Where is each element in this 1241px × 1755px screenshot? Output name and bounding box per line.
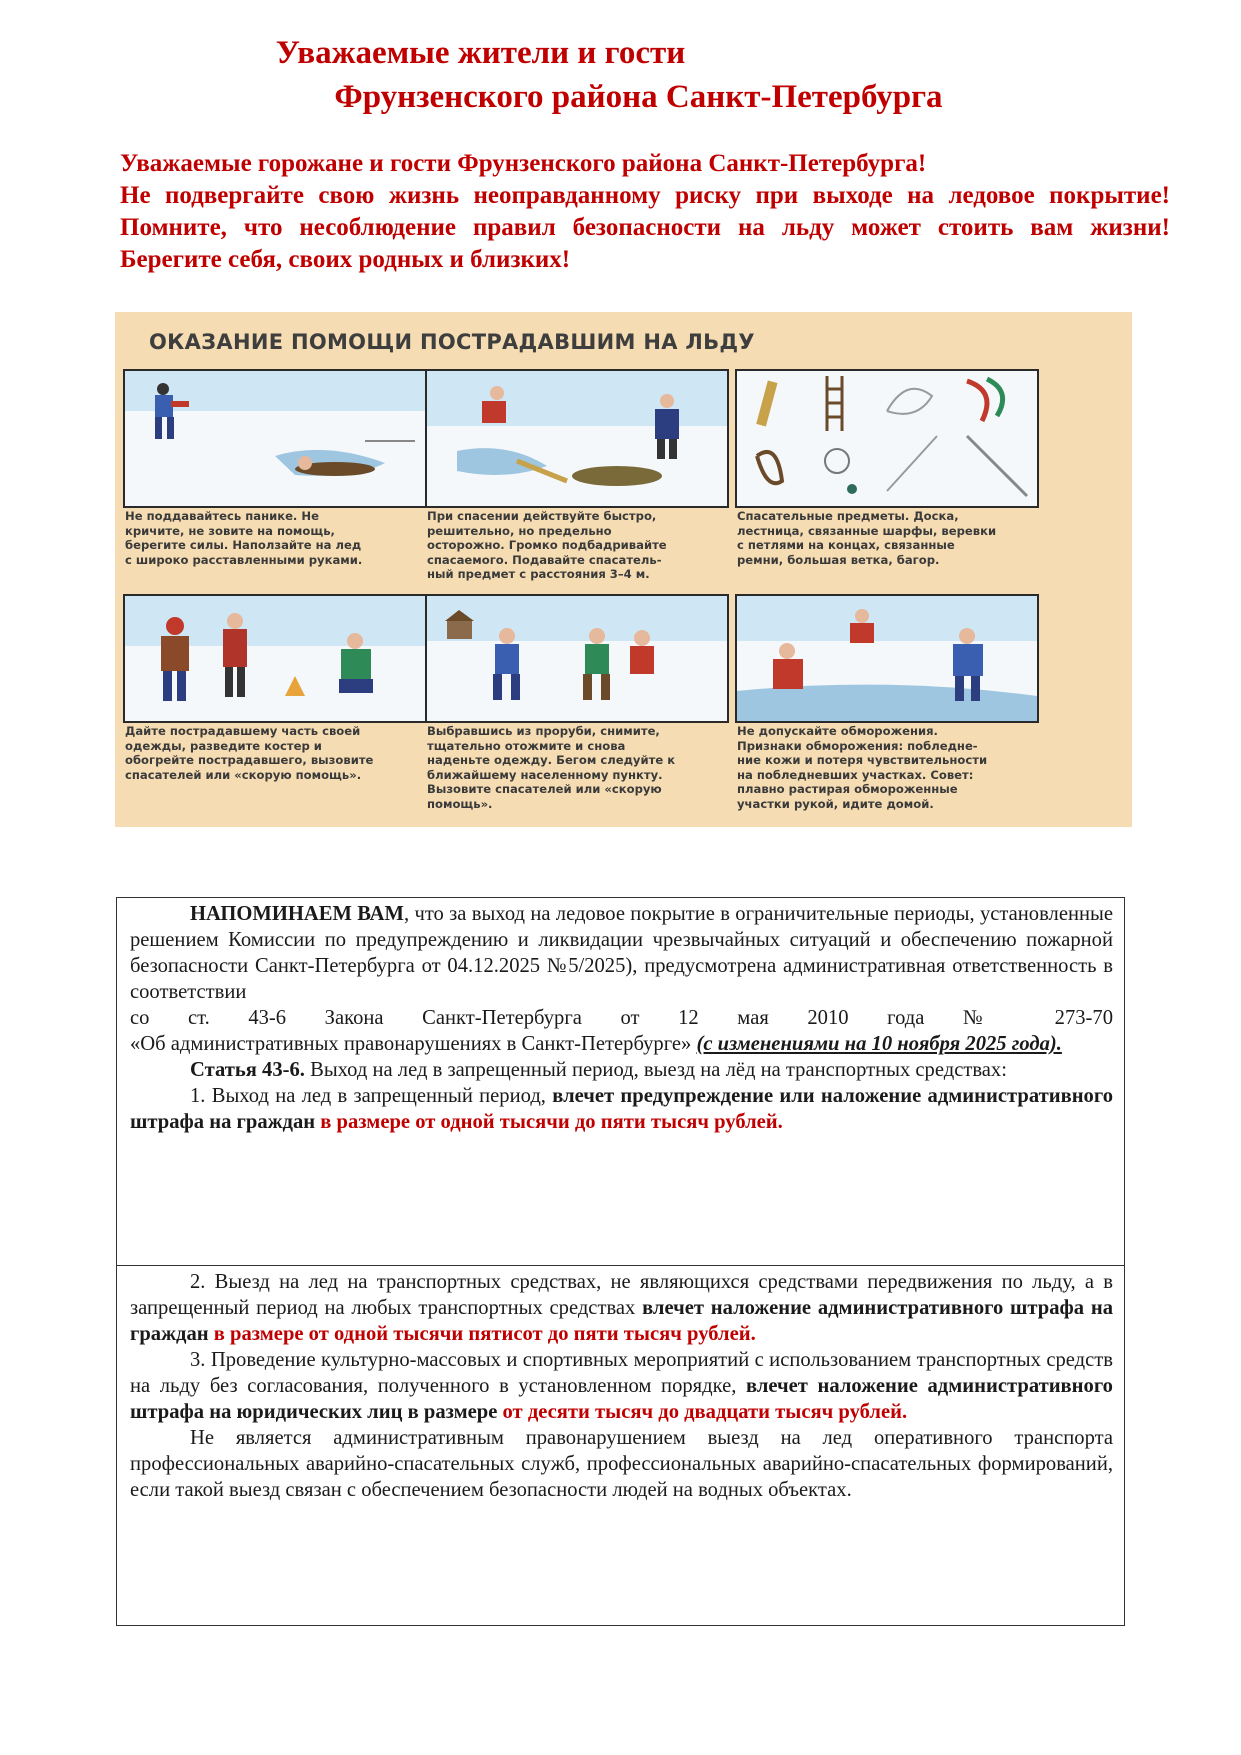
poster-caption-3: Спасательные предметы. Доска, лестница, связанные шарфы, веревки с петлями на концах, связанные ремни, большая ветка, багор.: [737, 509, 997, 567]
scene-frostbite: [735, 594, 1039, 723]
page-title-line2: Фрунзенского района Санкт-Петербурга: [334, 79, 943, 115]
poster-title: ОКАЗАНИЕ ПОМОЩИ ПОСТРАДАВШИМ НА ЛЬДУ: [149, 330, 755, 354]
notice-final: Не является административным правонарушением выезд на лед оперативного транспорта профессиональных аварийно-спасательных служб, профессиональных аварийно-спасательных формирований, если такой выезд связан с обеспечением безопасности людей на водных объектах.: [130, 1427, 1113, 1501]
notice-lead: НАПОМИНАЕМ ВАМ, что за выход на ледовое покрытие в ограничительные периоды, установленные решением Комиссии по предупреждению и ликвидации чрезвычайных ситуаций и обеспечению пожарной безопасности Санкт-Петербурга от 04.12.2025 №5/2025), предусмотрена административная ответственность в соответствии: [130, 903, 1113, 1003]
poster-caption-1: Не поддавайтесь панике. Не кричите, не зовите на помощь, берегите силы. Наползайте на лед с широко расставленными руками.: [125, 509, 363, 567]
poster-caption-5: Выбравшись из проруби, снимите, тщательно отожмите и снова наденьте одежду. Бегом следуйте к ближайшему населенному пункту. Вызовите спасателей или «скорую помощь».: [427, 724, 676, 811]
notice-article: Статья 43-6. Выход на лед в запрещенный период, выезд на лёд на транспортных средствах:: [190, 1059, 1007, 1081]
intro-block: [120, 148, 1170, 276]
poster-caption-6: Не допускайте обморожения. Признаки обморожения: побледне- ние кожи и потеря чувствительности на побледневших участках. Совет: плавно растирая обмороженные участки рукой, идите домой.: [737, 724, 988, 811]
notice-law-name: «Об административных правонарушениях в Санкт-Петербурге» (с изменениями на 10 ноября 2025 года).: [130, 1033, 1062, 1055]
safety-poster: [115, 312, 1132, 827]
page-title-line1: Уважаемые жители и гости: [275, 35, 686, 71]
legal-notice-box: [116, 897, 1125, 1266]
poster-caption-2: При спасении действуйте быстро, решительно, но предельно осторожно. Громко подбадривайте спасаемого. Подавайте спасатель- ный предмет с расстояния 3–4 м.: [427, 509, 667, 582]
scene-rescue-items: [735, 369, 1039, 508]
notice-item-3: 3. Проведение культурно-массовых и спортивных мероприятий с использованием транспортных средств на льду без согласования, полученного в установленном порядке, влечет наложение административного штрафа на юридических лиц в размере от десяти тысяч до двадцати тысяч рублей.: [130, 1349, 1113, 1423]
legal-notice-box-continued: [116, 1266, 1125, 1626]
scene-rescue-with-stick: [425, 369, 729, 508]
notice-item-1: 1. Выход на лед в запрещенный период, влечет предупреждение или наложение административного штрафа на граждан в размере от одной тысячи до пяти тысяч рублей.: [130, 1085, 1113, 1133]
scene-warming-victim: [123, 594, 427, 723]
poster-caption-4: Дайте пострадавшему часть своей одежды, разведите костер и обогрейте пострадавшего, вызовите спасателей или «скорую помощь».: [125, 724, 374, 782]
scene-crawling-on-ice: [123, 369, 427, 508]
intro-warning: Не подвергайте свою жизнь неоправданному риску при выходе на ледовое покрытие! Помните, что несоблюдение правил безопасности на льду может стоить вам жизни! Берегите себя, своих родных и близких!: [120, 182, 1170, 273]
intro-greeting: Уважаемые горожане и гости Фрунзенского района Санкт-Петербурга!: [120, 150, 927, 177]
notice-law-line: со ст. 43-6 Закона Санкт-Петербурга от 12 мая 2010 года № 273-70: [130, 1007, 1113, 1029]
notice-item-2: 2. Выезд на лед на транспортных средствах, не являющихся средствами передвижения по льду, а в запрещенный период на любых транспортных средствах влечет наложение административного штрафа на граждан в размере от одной тысячи пятисот до пяти тысяч рублей.: [130, 1271, 1113, 1345]
scene-running-to-village: [425, 594, 729, 723]
